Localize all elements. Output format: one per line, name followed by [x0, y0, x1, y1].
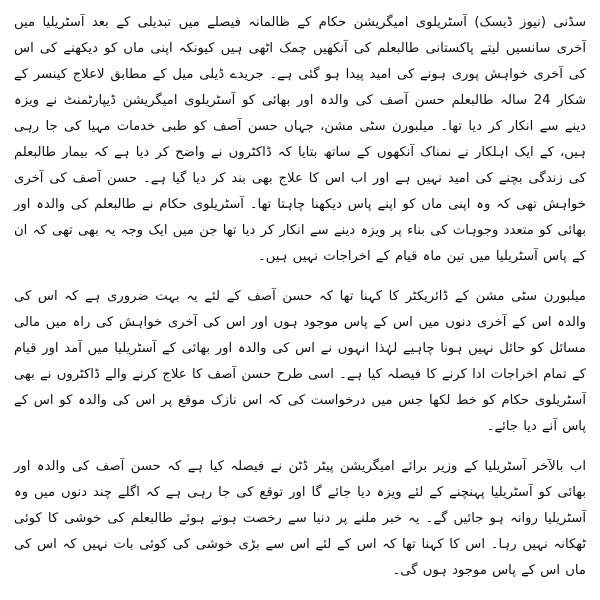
article-paragraph: میلبورن سٹی مشن کے ڈائریکٹر کا کہنا تھا کہ حسن آصف کے لئے یہ بہت ضروری ہے کہ اس کی والدہ اس کے آخری دنوں میں اس کے پاس موجود ہوں اور اس کی آخری خواہش کی راہ میں مالی مسائل کو حائل نہیں ہونا چاہیے لہٰذا انہوں نے اس کی والدہ اور بھائی کے آسٹریلیا میں آمد اور قیام کے تمام اخراجات ادا کرنے کا فیصلہ کیا ہے۔ اسی طرح حسن آصف کا علاج کرنے والے ڈاکٹروں نے بھی آسٹریلوی حکام کو خط لکھا جس میں درخواست کی کہ اس نازک موقع پر اس کی والدہ کو اس کے پاس آنے دیا جائے۔: [14, 289, 586, 434]
article-paragraph: اب بالآخر آسٹریلیا کے وزیر برائے امیگریشن پیٹر ڈٹن نے فیصلہ کیا ہے کہ حسن آصف کی والدہ اور بھائی کو آسٹریلیا پہنچنے کے لئے ویزہ دیا جائے گا اور توقع کی جا رہی ہے کہ اگلے چند دنوں میں وہ آسٹریلیا روانہ ہو جائیں گے۔ یہ خبر ملنے پر دنیا سے رخصت ہوتے ہوئے طالبعلم کی خوشی کا کوئی ٹھکانہ نہیں رہا۔ اس کا کہنا تھا کہ اس کے لئے اس سے بڑی خوشی کی کوئی بات نہیں کہ اس کی ماں اس کے پاس موجود ہوں گی۔: [14, 459, 586, 578]
article-paragraph: سڈنی (نیوز ڈیسک) آسٹریلوی امیگریشن حکام کے ظالمانہ فیصلے میں تبدیلی کے بعد آسٹریلیا میں آخری سانسیں لیتے پاکستانی طالبعلم کی آنکھیں چمک اٹھی ہیں کیونکہ اپنی ماں کو دیکھنے کی اس کی آخری خواہش پوری ہونے کی امید پیدا ہو گئی ہے۔ جریدے ڈیلی میل کے مطابق لاعلاج کینسر کے شکار 24 سالہ طالبعلم حسن آصف کی والدہ اور بھائی کو آسٹریلوی امیگریشن ڈیپارٹمنٹ نے ویزہ دینے سے انکار کر دیا تھا۔ میلبورن سٹی مشن، جہاں حسن آصف کو طبی خدمات مہیا کی جا رہی ہیں، کے ایک اہلکار نے نمناک آنکھوں کے ساتھ بتایا کہ ڈاکٹروں نے واضح کر دیا ہے کہ بیمار طالبعلم کی زندگی بچنے کی امید نہیں ہے اور اب اس کا علاج بھی بند کر دیا گیا ہے۔ حسن آصف کی آخری خواہش تھی کہ وہ اپنی ماں کو اپنے پاس دیکھنا چاہتا تھا۔ آسٹریلوی حکام نے طالبعلم کی والدہ اور بھائی کو متعدد وجوہات کی بناء پر ویزہ دینے سے انکار کر دیا تھا جن میں ایک وجہ یہ بھی تھی کہ ان کے پاس آسٹریلیا میں تین ماہ قیام کے اخراجات نہیں ہیں۔: [14, 15, 586, 264]
